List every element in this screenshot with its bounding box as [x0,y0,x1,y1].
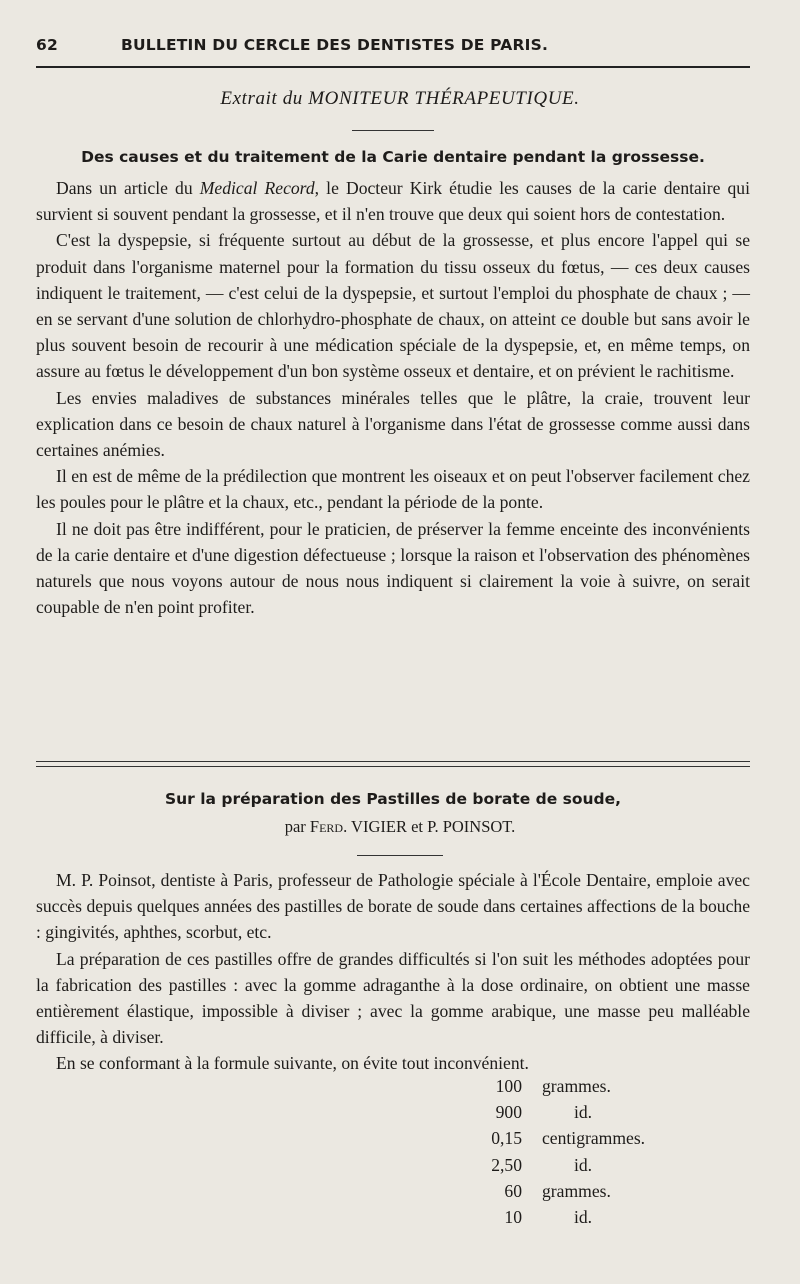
ingredient-unit: id. [574,1154,593,1175]
ingredient-unit: centigrammes. [542,1128,646,1149]
journal-title: BULLETIN DU CERCLE DES DENTISTES DE PARIS. [121,36,549,54]
section-divider [36,761,750,767]
paragraph: La préparation de ces pastilles offre de grandes difficultés si l'on suit les méthodes adoptées pour la fabrication des pastilles : avec la gomme adraganthe à la dose ordinaire, on obtient une masse entièrement élastique, impossible à diviser ; avec la gomme arabique, une masse peu malléable difficile, à diviser. [36,948,750,1048]
header-rule [36,66,750,68]
ingredient-unit: grammes. [542,1076,611,1096]
ingredient-qty: 2,50 [491,1154,522,1175]
ingredient-qty: 100 [495,1076,522,1096]
formula-row [0,1102,800,1128]
ingredient-qty: 60 [504,1180,522,1201]
paragraph: Il en est de même de la prédilection que montrent les oiseaux et on peut l'observer facilement chez les poules pour le plâtre et la chaux, etc., pendant la période de la ponte. [36,466,750,513]
paragraph: Il ne doit pas être indifférent, pour le praticien, de préserver la femme enceinte des inconvénients de la carie dentaire et d'une digestion défectueuse ; lorsque la raison et l'observation des phénomènes naturels que nous voyons autour de nous nous indiquent si clairement la voie à suivre, on serait coupable de n'en point profiter. [36,518,750,618]
ingredient-qty: 900 [495,1102,522,1123]
emphasis: Medical Record [199,178,315,198]
short-divider [357,855,443,856]
source-line: Extrait du MONITEUR THÉRAPEUTIQUE. [220,88,580,109]
ingredient-qty: 0,15 [491,1128,522,1149]
ingredient-unit: id. [574,1206,593,1227]
formula-row [0,1155,800,1181]
page-number: 62 [36,36,58,54]
short-divider [352,130,434,131]
paragraph: En se conformant à la formule suivante, on évite tout inconvénient. [56,1053,529,1074]
formula-row [0,1207,800,1233]
ingredient-qty: 10 [504,1206,522,1227]
ingredient-unit: id. [574,1102,593,1123]
article-title: Des causes et du traitement de la Carie dentaire pendant la grossesse. [81,148,705,166]
formula-row [0,1128,800,1154]
paragraph: Dans un article du Medical Record, le Docteur Kirk étudie les causes de la carie dentaire qui survient si souvent pendant la grossesse, et il n'en trouve que deux qui soient hors de contestation. [36,178,750,225]
formula-row [0,1076,800,1102]
article-body [36,867,750,1077]
formula-row [0,1181,800,1207]
formula-table [0,1076,800,1233]
ingredient-unit: grammes. [542,1180,611,1201]
byline: par Ferd. VIGIER et P. POINSOT. [284,817,516,836]
paragraph: C'est la dyspepsie, si fréquente surtout au début de la grossesse, et plus encore l'appel qui se produit dans l'organisme maternel pour la formation du tissu osseux du fœtus, — ces deux causes indiquent le traitement, — c'est celui de la dyspepsie, et surtout l'emploi du phosphate de chaux ; — en se servant d'une solution de chlorhydro-phosphate de chaux, on atteint ce double but sans avoir le plus souvent besoin de recourir à une médication spéciale de la dyspepsie, et, en même temps, on assure au fœtus le développement d'un bon système osseux et dentaire, et on prévient le rachitisme. [36,230,750,382]
article-body [36,175,750,620]
paragraph: M. P. Poinsot, dentiste à Paris, professeur de Pathologie spéciale à l'École Dentaire, emploie avec succès depuis quelques années des pastilles de borate de soude dans certaines affections de la bouche : gingivités, aphthes, scorbut, etc. [36,870,750,943]
paragraph: Les envies maladives de substances minérales telles que le plâtre, la craie, trouvent leur explication dans ce besoin de chaux naturel à l'organisme dans l'état de grossesse comme aussi dans certaines anémies. [36,387,750,461]
article-title: Sur la préparation des Pastilles de borate de soude, [164,790,622,808]
